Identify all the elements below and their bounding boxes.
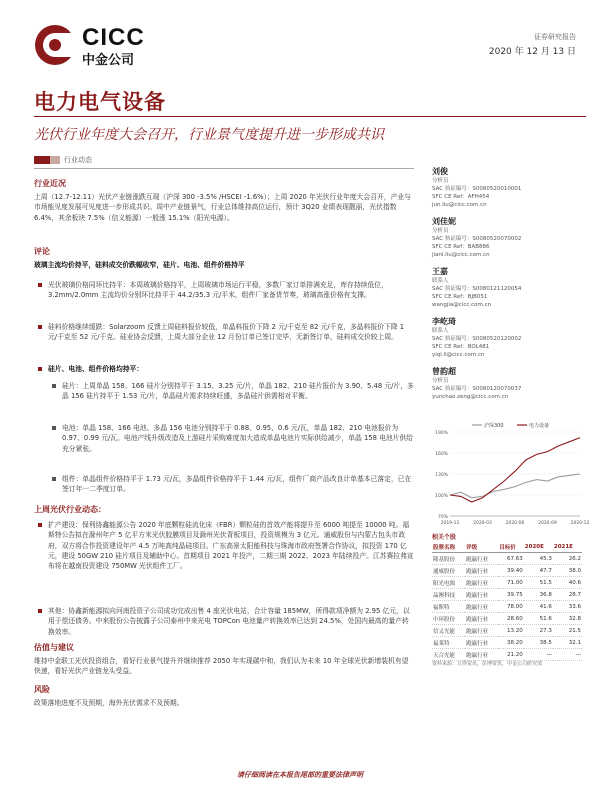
- y-tick-label: 70%: [437, 514, 448, 520]
- analyst-card: [432, 216, 582, 259]
- report-category-badge: 行业动态: [64, 156, 92, 164]
- table-cell: 26.2: [553, 553, 582, 565]
- section-heading-comment: 评论: [34, 247, 50, 256]
- table-header-cell: 股票名称: [432, 542, 465, 553]
- bullet-icon: [38, 367, 42, 371]
- analyst-email[interactable]: yunchao.zeng@cicc.com.cn: [432, 394, 509, 400]
- section-divider: [34, 168, 414, 169]
- table-cell: 跑赢行业: [465, 625, 498, 637]
- legal-footer: 请仔细阅读在本报告尾部的重要法律声明: [237, 771, 363, 779]
- analyst-role: 联系人: [432, 328, 449, 334]
- silicon-price-paragraph: 硅料价格继续缓跌：Solarzoom 反馈上周硅料报价较低，单晶料报价下降 2 元/千克至 82 元/千克，多晶料报价下降 1 元/千克至 52 元/千克。硅业协会反馈，上周大部分企业 12 月份订单已签订完毕，无新签订单，硅料成交价较上周。: [48, 323, 405, 342]
- wafer-paragraph: 硅片：上周单晶 158、166 硅片分别持平于 3.15、3.25 元/片，单晶 182、210 硅片报价为 3.90、5.48 元/片，多晶 156 硅片持平于 1.53 元/片，单晶硅片需求持续旺盛，多晶硅片供需相对平衡。: [62, 382, 414, 401]
- analyst-role: 联系人: [432, 278, 449, 284]
- table-cell: 通威股份: [432, 565, 465, 577]
- analyst-name: 刘俊: [432, 167, 448, 176]
- related-stocks-table: [432, 542, 582, 661]
- table-cell: 33.6: [553, 601, 582, 613]
- table-cell: 跑赢行业: [465, 649, 498, 661]
- table-cell: 32.8: [553, 613, 582, 625]
- legend-label-hs300: 沪深300: [484, 423, 504, 429]
- table-cell: 45.3: [524, 553, 553, 565]
- table-cell: 跑赢行业: [465, 589, 498, 601]
- table-cell: 32.1: [553, 637, 582, 649]
- table-cell: 41.6: [524, 601, 553, 613]
- table-header-cell: 2020E: [524, 542, 553, 553]
- table-cell: 阳光电源: [432, 577, 465, 589]
- series-line-power-equipment: [450, 438, 580, 502]
- table-row: [432, 577, 582, 589]
- logo-english: CICC: [82, 24, 145, 51]
- table-cell: 跑赢行业: [465, 601, 498, 613]
- legend-label-power-equipment: 电力设备: [529, 423, 550, 429]
- analyst-sac-number: SAC 执证编号：S0080520120002: [432, 336, 522, 342]
- table-cell: 47.7: [524, 565, 553, 577]
- relative-performance-chart: [432, 420, 590, 530]
- analyst-role: 分析员: [432, 378, 449, 384]
- analyst-sfc-ref: SFC CE Ref：BAB886: [432, 244, 490, 250]
- other-news-paragraph: 其他：协鑫新能源拟向河南投资子公司成功完成出售 4 座光伏电站，合计容量 185MW，所得款项净额为 2.95 亿元，以用于偿还债务。中来股份公告披露子公司泰州中来光电 TOPCon 电池量产转换效率已达到 24.5%，处国内最高的量产转换效率。: [48, 607, 410, 636]
- capacity-expansion-paragraph: 扩产建设：保利协鑫能源公告 2020 年底颗粒硅流化床（FBR）颗粒硅的首效产能将提升至 6000 吨提至 10000 吨。福斯特公告拟在滁州年产 5 亿平方米光伏胶膜项目及滁州光伏背板项目，投资规模为 3 亿元。通威股份与内蒙古包头市政府，双方将合作投资建设年产 4.5 万吨高纯晶硅项目。广东高景太阳能科技与珠海市政府签署合作协议，拟投资 170 亿元，建设 50GW 210 硅片项目及辅助中心。首期项目 2021 年投产，二期三期 2022、2023 年陆续投产。江苏赛拉弗宣布将在越南投资建设 750MW 光伏组件工厂。: [48, 521, 414, 571]
- bullet-icon: [38, 283, 42, 287]
- table-header-cell: 评级: [465, 542, 498, 553]
- y-tick-label: 130%: [435, 472, 448, 478]
- table-row: [432, 601, 582, 613]
- table-cell: 67.63: [498, 553, 524, 565]
- bullet-icon: [38, 325, 42, 329]
- table-cell: 38.5: [524, 637, 553, 649]
- table-cell: 71.00: [498, 577, 524, 589]
- x-tick-label: 2019-12: [440, 521, 460, 526]
- sub-bullet-icon: [52, 426, 56, 430]
- section-heading-risk: 风险: [34, 685, 50, 694]
- table-cell: 51.6: [524, 613, 553, 625]
- valuation-paragraph: 维持中金联工光伏投资组合，看好行业景气提升并继续推荐 2050 年实现碳中和，我们认为未来 10 年全球光伏新增装机有望快速，看好光伏产业链龙头受益。: [34, 657, 409, 676]
- table-cell: 36.8: [524, 589, 553, 601]
- report-type: 证券研究报告: [534, 33, 576, 41]
- analyst-email[interactable]: jiani.liu@cicc.com.cn: [432, 252, 490, 258]
- analyst-name: 曾韵超: [432, 367, 456, 376]
- table-row: [432, 613, 582, 625]
- risk-paragraph: 政策落地进度不及预期，海外光伏需求不及预期。: [34, 699, 184, 707]
- y-tick-label: 190%: [435, 430, 448, 436]
- table-cell: 跑赢行业: [465, 577, 498, 589]
- analyst-card: [432, 266, 582, 309]
- bullet-icon: [38, 609, 42, 613]
- analyst-sfc-ref: SFC CE Ref：BOL481: [432, 344, 490, 350]
- table-cell: 13.20: [498, 625, 524, 637]
- analyst-sfc-ref: SFC CE Ref：AFH454: [432, 194, 490, 200]
- table-row: [432, 565, 582, 577]
- table-cell: 27.3: [524, 625, 553, 637]
- table-cell: 跑赢行业: [465, 637, 498, 649]
- table-cell: 38.20: [498, 637, 524, 649]
- wafer-cell-module-heading: 硅片、电池、组件价格均持平：: [48, 365, 144, 373]
- analyst-email[interactable]: jun.liu@cicc.com.cn: [432, 202, 487, 208]
- table-cell: 28.60: [498, 613, 524, 625]
- table-cell: 21.5: [553, 625, 582, 637]
- table-cell: —: [553, 649, 582, 661]
- table-cell: 21.20: [498, 649, 524, 661]
- table-cell: 78.00: [498, 601, 524, 613]
- analyst-name: 王嘉: [432, 267, 448, 276]
- section-heading-news: 上周光伏行业动态：: [34, 505, 106, 514]
- table-row: [432, 637, 582, 649]
- table-cell: 51.5: [524, 577, 553, 589]
- analyst-sac-number: SAC 执证编号：S0080120070037: [432, 386, 522, 392]
- page-title: 电力电气设备: [34, 90, 166, 114]
- bullet-icon: [38, 523, 42, 527]
- sub-bullet-icon: [52, 384, 56, 388]
- analyst-sac-number: SAC 执证编号：S0080520010001: [432, 186, 522, 192]
- table-row: [432, 553, 582, 565]
- analyst-name: 李屹琦: [432, 317, 456, 326]
- table-cell: 信义光能: [432, 625, 465, 637]
- analyst-card: [432, 366, 582, 401]
- x-tick-label: 2020-09: [538, 521, 557, 526]
- table-cell: 39.40: [498, 565, 524, 577]
- x-tick-label: 2020-03: [473, 521, 492, 526]
- analyst-card: [432, 166, 582, 209]
- x-tick-label: 2020-06: [505, 521, 525, 526]
- table-cell: 天合光能: [432, 649, 465, 661]
- glass-price-paragraph: 光伏玻璃价格同环比持平：本周玻璃价格持平，上周玻璃市场运行平稳，多数厂家订单排满充足，库存持续低位，3.2mm/2.0mm 主流均价分别环比持平于 44.2/35.3 元/平米，组件厂家备货节奏，玻璃高涨价格有支撑。: [48, 281, 388, 300]
- comment-summary: 玻璃主流均价持平，硅料成交价跌幅收窄，硅片、电池、组件价格持平: [34, 261, 245, 269]
- y-tick-label: 160%: [435, 451, 448, 457]
- series-line-hs300: [450, 474, 580, 498]
- analyst-role: 分析员: [432, 178, 449, 184]
- analyst-name: 刘佳妮: [432, 217, 456, 226]
- table-cell: 40.6: [553, 577, 582, 589]
- source-note: 资料来源：万得资讯，彭博资讯，中金公司研究部: [432, 661, 543, 667]
- review-paragraph: 上周（12.7-12.11）光伏产业链涨跌互现（沪深 300 -3.5% /HSCEI -1.6%）；上周 2020 年光伏行业年度大会召开，产业与市场能见度发展可见度进一步形成共识。周中产业链景气，行业总体维持高位运行，预计 3Q20 业绩表现靓丽，光伏指数 6.4%，其余板块 7.5%（信义能源）一般涨 15.1%（阳光电源）。: [34, 193, 411, 222]
- logo-chinese: 中金公司: [82, 53, 135, 68]
- section-heading-valuation: 估值与建议: [34, 643, 74, 652]
- analyst-role: 分析员: [432, 228, 449, 234]
- table-cell: 晶澳科技: [432, 589, 465, 601]
- cicc-logo-icon: [34, 24, 76, 66]
- analyst-sac-number: SAC 执证编号：S0080520070002: [432, 236, 522, 242]
- table-row: [432, 649, 582, 661]
- table-cell: 福莱特: [432, 637, 465, 649]
- table-cell: 39.75: [498, 589, 524, 601]
- page-subtitle: 光伏行业年度大会召开，行业景气度提升进一步形成共识: [34, 127, 384, 143]
- table-cell: —: [524, 649, 553, 661]
- table-row: [432, 589, 582, 601]
- table-cell: 跑赢行业: [465, 553, 498, 565]
- table-cell: 福斯特: [432, 601, 465, 613]
- table-cell: 跑赢行业: [465, 613, 498, 625]
- table-header-cell: 目标价: [498, 542, 524, 553]
- module-paragraph: 组件：单晶组件价格持平于 1.73 元/瓦，多晶组件价格持平于 1.44 元/瓦，组件厂商产品改良计单基本已落定，已在签订年一二季度订单。: [62, 475, 412, 494]
- x-tick-label: 2020-12: [570, 521, 590, 526]
- section-heading-review: 行业近况: [34, 179, 66, 188]
- table-cell: 跑赢行业: [465, 565, 498, 577]
- analyst-email[interactable]: yiqi.li@cicc.com.cn: [432, 352, 485, 358]
- analyst-sac-number: SAC 执证编号：S0080121120054: [432, 286, 522, 292]
- table-cell: 28.7: [553, 589, 582, 601]
- analyst-sfc-ref: SFC CE Ref：BJB051: [432, 294, 488, 300]
- title-divider: [34, 116, 586, 117]
- related-stocks-title: 相关个股: [432, 534, 457, 541]
- table-cell: 隆基股份: [432, 553, 465, 565]
- analyst-card: [432, 316, 582, 359]
- y-tick-label: 100%: [435, 493, 448, 499]
- table-row: [432, 625, 582, 637]
- table-header-cell: 2021E: [553, 542, 582, 553]
- sub-bullet-icon: [52, 477, 56, 481]
- analyst-email[interactable]: wangjia@cicc.com.cn: [432, 302, 492, 308]
- table-cell: 38.0: [553, 565, 582, 577]
- table-cell: 中环股份: [432, 613, 465, 625]
- report-date: 2020 年 12 月 13 日: [488, 47, 576, 57]
- badge-bar-light: [50, 156, 60, 164]
- cell-paragraph: 电池：单晶 158、166 电池、多晶 156 电池分别持平于 0.88、0.95、0.6 元/瓦，单晶 182、210 电池报价为 0.97、0.99 元/瓦。电池产线升级改造及上游硅片采购难度加大造成单晶电池片实际供给减少，单晶 158 电池片供给充分紧张。: [62, 424, 414, 453]
